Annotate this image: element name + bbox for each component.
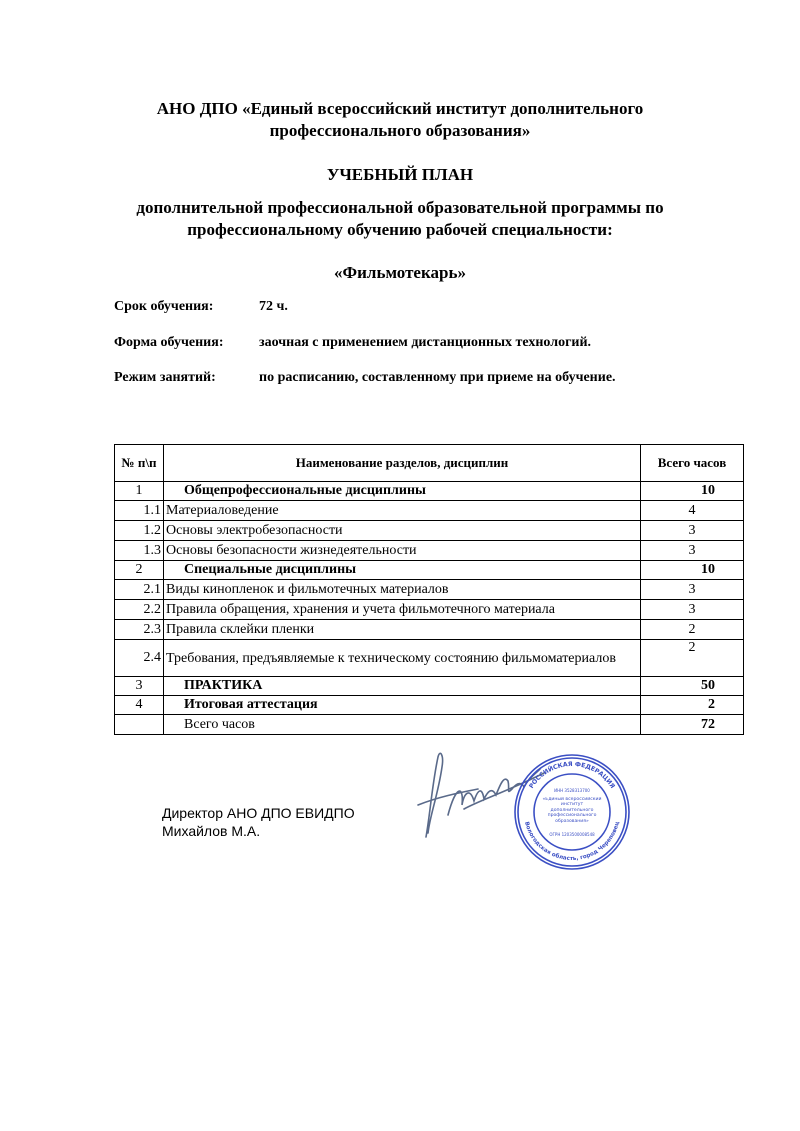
total-number-cell [115,715,164,735]
row-hours: 4 [641,501,744,521]
table-row [115,677,744,696]
row-hours: 3 [641,600,744,620]
total-hours: 72 [641,715,744,735]
duration-label: Срок обучения: [114,299,214,314]
row-number: 1.2 [115,521,164,541]
row-hours: 50 [641,677,744,696]
subtitle-line-1: дополнительной профессиональной образовательной программы по [136,198,664,217]
mode-label: Режим занятий: [114,370,216,385]
table-total-row [115,715,744,735]
row-hours: 10 [641,561,744,580]
table-row [115,541,744,561]
duration-row [114,299,288,315]
column-header-hours: Всего часов [641,445,744,482]
row-number: 3 [115,677,164,696]
table-row [115,482,744,501]
row-hours: 3 [641,521,744,541]
row-name: Материаловедение [164,501,641,521]
row-number: 1.3 [115,541,164,561]
table-row [115,696,744,715]
stamp-bottom-text: Вологодская область, город Череповец [523,821,621,863]
row-number: 1 [115,482,164,501]
table-row [115,620,744,640]
row-hours: 2 [641,640,744,677]
row-number: 2.3 [115,620,164,640]
row-number: 2.4 [115,640,164,677]
document-title: УЧЕБНЫЙ ПЛАН [326,165,474,184]
row-name: Правила обращения, хранения и учета фильмотечного материала [164,600,641,620]
stamp-ogrn: ОГРН 1203500008548 [549,832,595,837]
organization-line-2: профессионального образования» [269,121,531,140]
row-hours: 3 [641,541,744,561]
row-hours: 2 [641,696,744,715]
table-header-row [115,445,744,482]
signature-block [162,804,355,840]
row-hours: 10 [641,482,744,501]
official-stamp [512,752,632,872]
subtitle-line-2: профессиональному обучению рабочей специальности: [187,220,613,239]
row-number: 2.2 [115,600,164,620]
svg-text:РОССИЙСКАЯ ФЕДЕРАЦИЯ [528,761,616,790]
row-name: Общепрофессиональные дисциплины [164,482,641,501]
director-name: Михайлов М.А. [162,823,261,839]
row-name: Правила склейки пленки [164,620,641,640]
table-row [115,580,744,600]
profession-name: «Фильмотекарь» [334,263,466,282]
row-name: Специальные дисциплины [164,561,641,580]
table-row [115,640,744,677]
column-header-number: № п\п [115,445,164,482]
row-number: 1.1 [115,501,164,521]
document-subtitle [0,197,800,241]
row-number: 2.1 [115,580,164,600]
stamp-outer-text: РОССИЙСКАЯ ФЕДЕРАЦИЯ [528,760,616,790]
row-number: 4 [115,696,164,715]
curriculum-table [114,444,744,735]
stamp-center-text: «Единый всероссийский институт дополнительного профессионального образования» [542,797,602,824]
row-name: ПРАКТИКА [164,677,641,696]
stamp-inn: ИНН 3528313700 [554,788,590,793]
row-hours: 3 [641,580,744,600]
table-row [115,501,744,521]
row-name: Основы электробезопасности [164,521,641,541]
row-name: Итоговая аттестация [164,696,641,715]
row-hours: 2 [641,620,744,640]
form-label: Форма обучения: [114,335,224,350]
stamp-center [540,797,604,831]
director-position: Директор АНО ДПО ЕВИДПО [162,805,355,821]
row-name: Основы безопасности жизнедеятельности [164,541,641,561]
row-name: Требования, предъявляемые к техническому состоянию фильмоматериалов [164,640,641,677]
table-row [115,600,744,620]
form-value: заочная с применением дистанционных технологий. [259,335,592,350]
total-label: Всего часов [164,715,641,735]
organization-name [0,98,800,142]
organization-line-1: АНО ДПО «Единый всероссийский институт дополнительного [156,99,644,118]
mode-value: по расписанию, составленному при приеме на обучение. [259,370,616,385]
column-header-name: Наименование разделов, дисциплин [164,445,641,482]
table-row [115,521,744,541]
table-row [115,561,744,580]
form-row [114,335,592,351]
mode-row [114,370,616,386]
row-number: 2 [115,561,164,580]
row-name: Виды кинопленок и фильмотечных материалов [164,580,641,600]
duration-value: 72 ч. [259,299,288,314]
